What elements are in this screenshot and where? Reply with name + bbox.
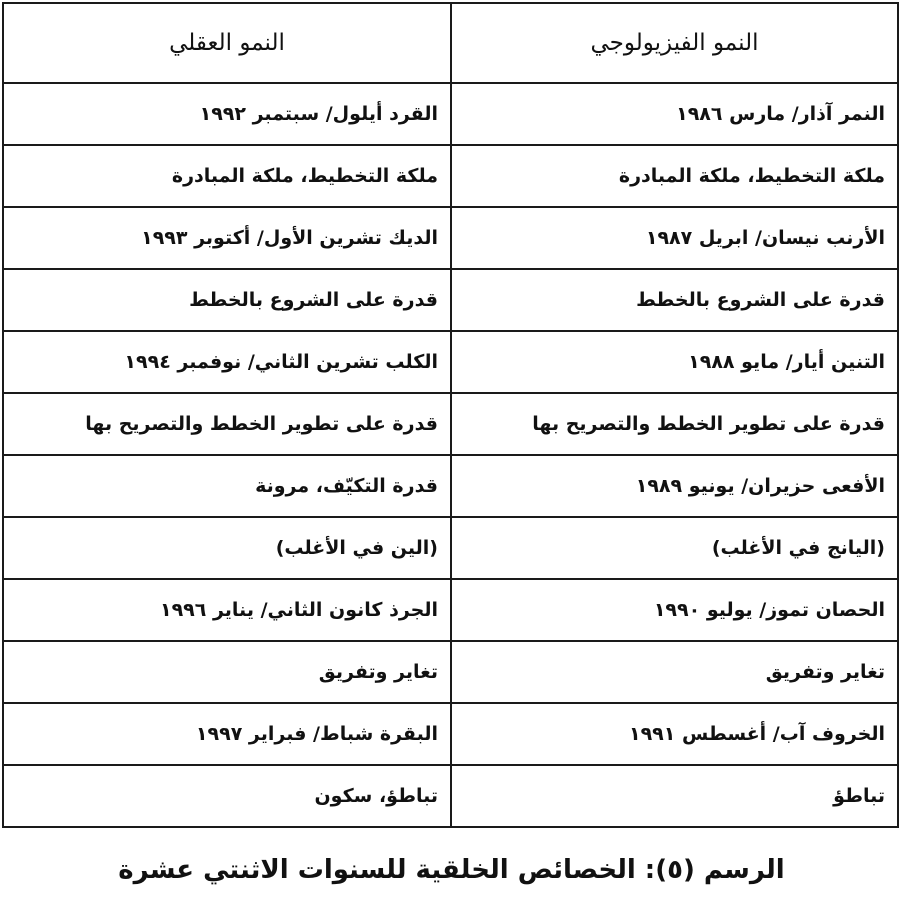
- cell-mental: ملكة التخطيط، ملكة المبادرة: [3, 145, 451, 207]
- cell-mental: (الين في الأغلب): [3, 517, 451, 579]
- cell-physiological: ملكة التخطيط، ملكة المبادرة: [451, 145, 898, 207]
- cell-mental: القرد أيلول/ سبتمبر ١٩٩٢: [3, 83, 451, 145]
- figure-caption: الرسم (٥): الخصائص الخلقية للسنوات الاثنتي عشرة: [118, 855, 785, 885]
- cell-mental: الديك تشرين الأول/ أكتوبر ١٩٩٣: [3, 207, 451, 269]
- table-row: [3, 393, 898, 455]
- table-row: [3, 207, 898, 269]
- cell-physiological: (اليانج في الأغلب): [451, 517, 898, 579]
- development-table: [2, 2, 899, 828]
- table-row: [3, 703, 898, 765]
- table-row: [3, 331, 898, 393]
- cell-physiological: الحصان تموز/ يوليو ١٩٩٠: [451, 579, 898, 641]
- cell-physiological: قدرة على الشروع بالخطط: [451, 269, 898, 331]
- table-row: [3, 455, 898, 517]
- cell-physiological: قدرة على تطوير الخطط والتصريح بها: [451, 393, 898, 455]
- cell-mental: تباطؤ، سكون: [3, 765, 451, 827]
- table-row: [3, 765, 898, 827]
- table-row: [3, 145, 898, 207]
- cell-mental: الكلب تشرين الثاني/ نوفمبر ١٩٩٤: [3, 331, 451, 393]
- header-mental: النمو العقلي: [3, 3, 451, 83]
- cell-physiological: الخروف آب/ أغسطس ١٩٩١: [451, 703, 898, 765]
- table-row: [3, 579, 898, 641]
- cell-physiological: تغاير وتفريق: [451, 641, 898, 703]
- cell-mental: قدرة على تطوير الخطط والتصريح بها: [3, 393, 451, 455]
- cell-physiological: التنين أيار/ مايو ١٩٨٨: [451, 331, 898, 393]
- cell-mental: قدرة على الشروع بالخطط: [3, 269, 451, 331]
- table-row: [3, 517, 898, 579]
- cell-mental: تغاير وتفريق: [3, 641, 451, 703]
- table-row: [3, 83, 898, 145]
- cell-physiological: الأفعى حزيران/ يونيو ١٩٨٩: [451, 455, 898, 517]
- table-row: [3, 269, 898, 331]
- table-row: [3, 641, 898, 703]
- cell-mental: الجرذ كانون الثاني/ يناير ١٩٩٦: [3, 579, 451, 641]
- header-row: [3, 3, 898, 83]
- cell-physiological: تباطؤ: [451, 765, 898, 827]
- cell-physiological: النمر آذار/ مارس ١٩٨٦: [451, 83, 898, 145]
- cell-mental: قدرة التكيّف، مرونة: [3, 455, 451, 517]
- cell-physiological: الأرنب نيسان/ ابريل ١٩٨٧: [451, 207, 898, 269]
- header-physiological: النمو الفيزيولوجي: [451, 3, 898, 83]
- cell-mental: البقرة شباط/ فبراير ١٩٩٧: [3, 703, 451, 765]
